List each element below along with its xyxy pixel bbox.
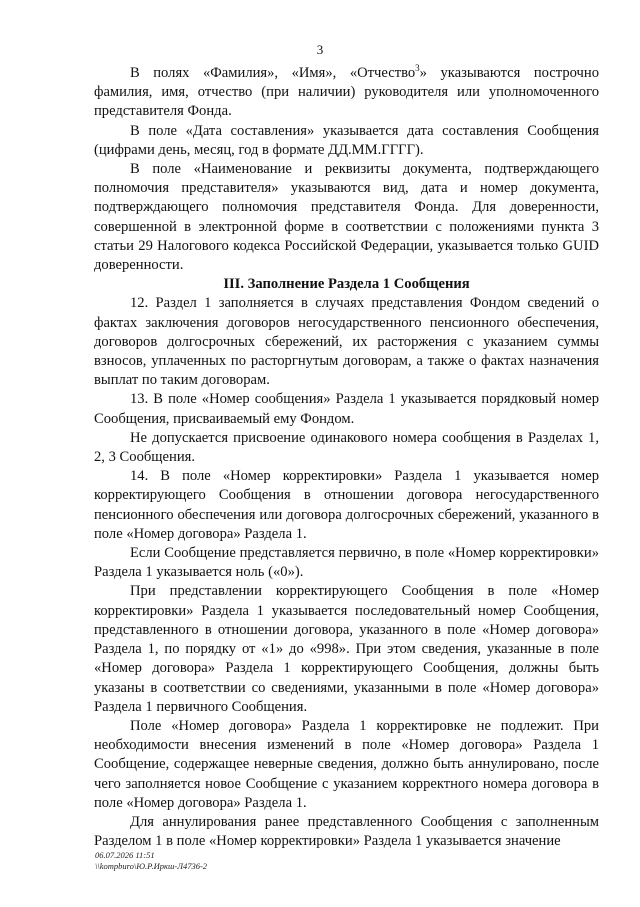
- paragraph-correcting-message: При представлении корректирующего Сообщения в поле «Номер корректировки» Раздела 1 указывается последовательный номер Сообщения, представленного в отношении договора, указанного в поле «Номер договора» Раздела 1, по порядку от «1» до «998». При этом сведения, указанные в поле «Номер договора» Раздела 1 корректирующего Сообщения, должны быть указаны в соответствии со сведениями, указанными в поле «Номер договора» Раздела 1 первичного Сообщения.: [94, 583, 599, 715]
- paragraph-item-14: 14. В поле «Номер корректировки» Раздела 1 указывается номер корректирующего Сообщения в отношении договора негосударственного пенсионного обеспечения или договора долгосрочных сбережений, указанного в поле «Номер договора» Раздела 1.: [94, 468, 599, 542]
- paragraph-authority-document: В поле «Наименование и реквизиты документа, подтверждающего полномочия представителя» указываются вид, дата и номер документа, подтверждающего полномочия представителя Фонда. Для доверенности, совершенной в электронной форме в соответствии с положениями пункта 3 статьи 29 Налогового кодекса Российской Федерации, указывается только GUID доверенности.: [94, 161, 599, 274]
- footer-file-path: \\kompburo\Ю.Р.Иркш-Л4736-2: [95, 861, 208, 871]
- paragraph-duplicate-number: Не допускается присвоение одинакового номера сообщения в Разделах 1, 2, 3 Сообщения.: [94, 429, 599, 466]
- paragraph-primary-correction: Если Сообщение представляется первично, в поле «Номер корректировки» Раздела 1 указывается ноль («0»).: [94, 545, 599, 581]
- paragraph-item-13: 13. В поле «Номер сообщения» Раздела 1 указывается порядковый номер Сообщения, присваиваемый ему Фондом.: [94, 391, 599, 427]
- paragraph-contract-number: Поле «Номер договора» Раздела 1 корректировке не подлежит. При необходимости внесения изменений в поле «Номер договора» Раздела 1 Сообщение, содержащее неверные сведения, должно быть аннулировано, после чего заполняется новое Сообщение с указанием корректного номера договора в поле «Номер договора» Раздела 1.: [94, 717, 599, 811]
- document-footer: [95, 850, 207, 872]
- document-body: [94, 64, 599, 851]
- paragraph-item-12: 12. Раздел 1 заполняется в случаях представления Фондом сведений о фактах заключения договоров негосударственного пенсионного обеспечения, договоров долгосрочных сбережений, их расторжения с указанием суммы взносов, уплаченных по расторгнутым договорам, а также о фактах назначения выплат по таким договорам.: [94, 295, 599, 389]
- footnote-ref: 3: [415, 63, 420, 74]
- paragraph-annulment: Для аннулирования ранее представленного Сообщения с заполненным Разделом 1 в поле «Номер корректировки» Раздела 1 указывается значение: [94, 813, 599, 850]
- page-number: 3: [316, 42, 324, 57]
- paragraph-text: » указываются построчно фамилия, имя, отчество (при наличии) руководителя или уполномоченного представителя Фонда.: [94, 65, 600, 120]
- paragraph-date-field: В поле «Дата составления» указывается дата составления Сообщения (цифрами день, месяц, год в формате ДД.ММ.ГГГГ).: [94, 122, 599, 158]
- footer-timestamp: 06.07.2026 11:51: [95, 850, 155, 860]
- paragraph-name-fields: [94, 64, 599, 122]
- paragraph-text: В полях «Фамилия», «Имя», «Отчество: [130, 65, 416, 81]
- section-heading: III. Заполнение Раздела 1 Сообщения: [223, 276, 470, 293]
